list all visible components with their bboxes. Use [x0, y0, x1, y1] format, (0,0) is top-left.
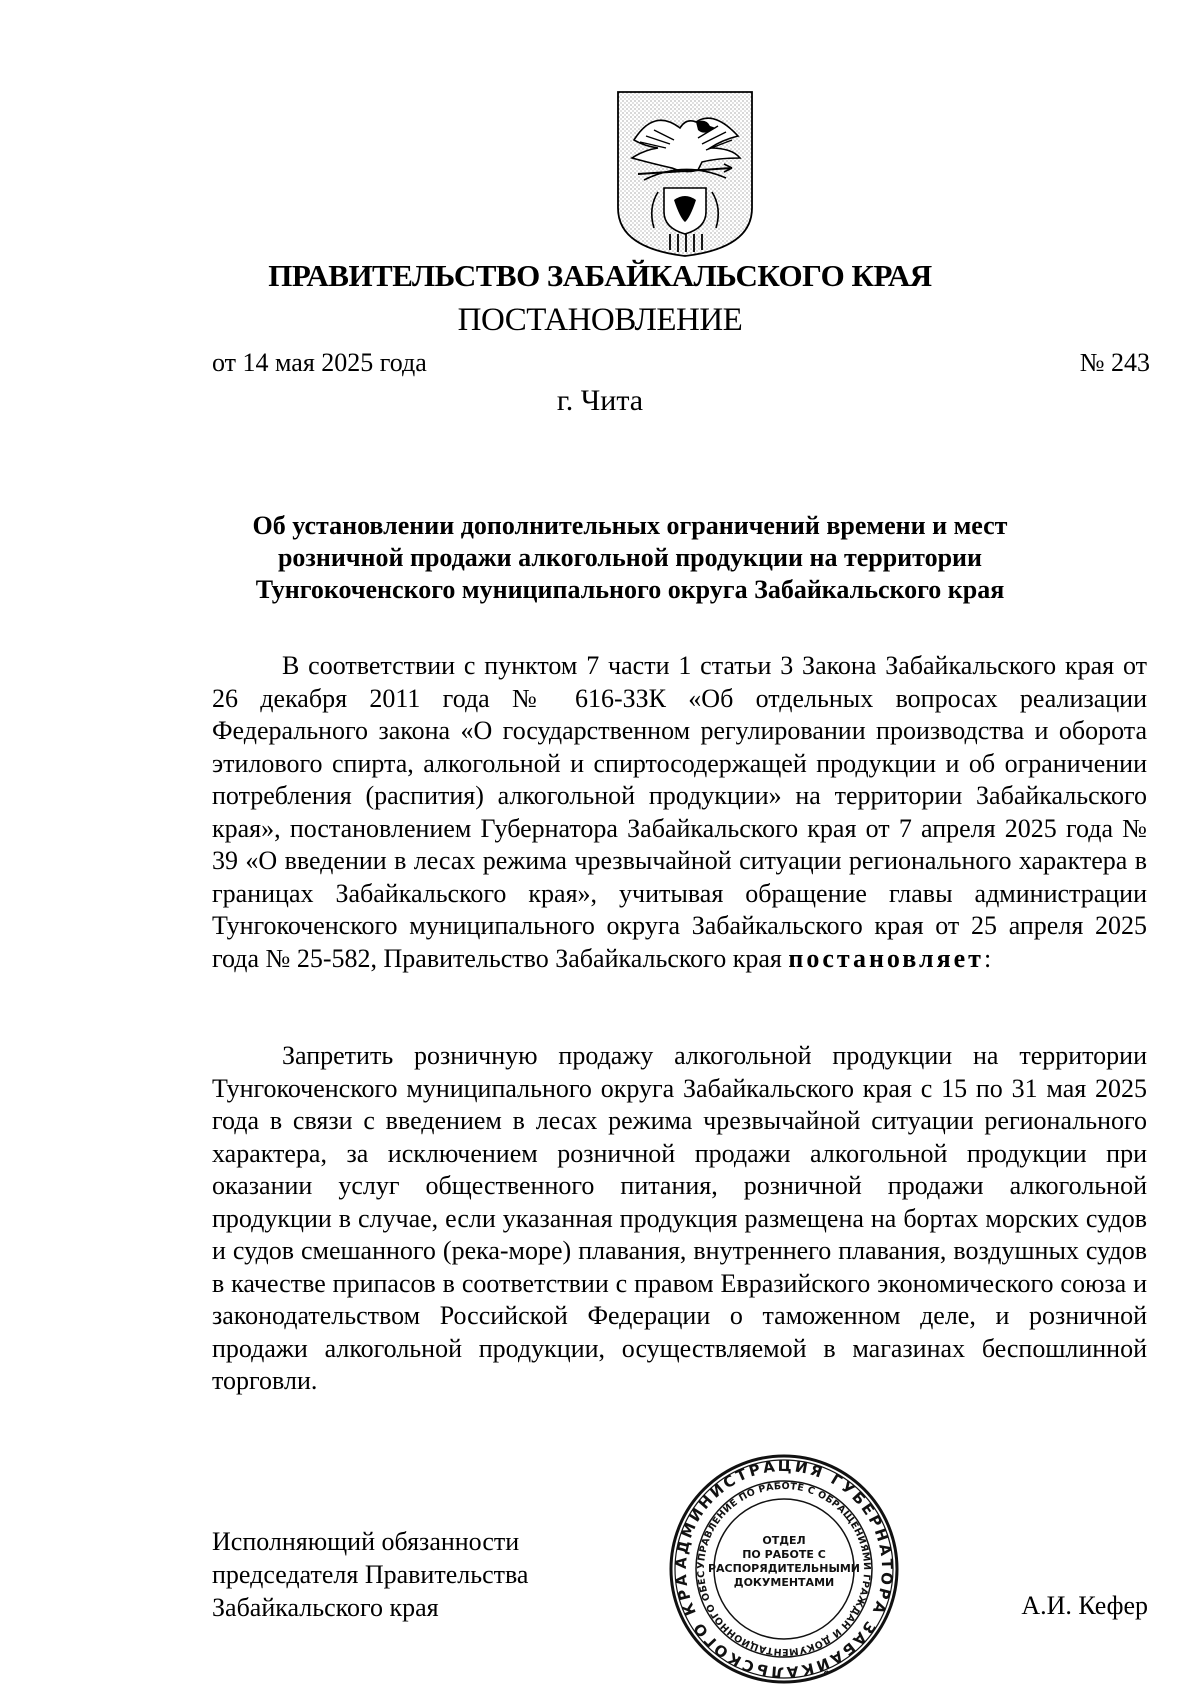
- preamble-paragraph: [212, 650, 1147, 975]
- stamp-outer-ring-text: АДМИНИСТРАЦИЯ ГУБЕРНАТОРА ЗАБАЙКАЛЬСКОГО КРА: [671, 1456, 897, 1682]
- stamp-center-text: [707, 1534, 861, 1590]
- subject-line: Об установлении дополнительных ограничений времени и мест: [252, 511, 1008, 540]
- decree-word: постановляет: [788, 943, 984, 973]
- subject-line: Тунгокоченского муниципального округа Забайкальского края: [255, 575, 1005, 604]
- stamp-center-line: ДОКУМЕНТАМИ: [733, 1576, 835, 1589]
- resolution-paragraph: Запретить розничную продажу алкогольной продукции на территории Тунгокоченского муниципального округа Забайкальского края с 15 по 31 мая 2025 года в связи с введением в лесах режима чрезвычайной ситуации регионального характера, за исключением розничной продажи алкогольной продукции при оказании услуг общественного питания, розничной продажи алкогольной продукции в случае, если указанная продукция размещена на бортах морских судов и судов смешанного (река-море) плавания, внутреннего плавания, воздушных судов в качестве припасов в соответствии с правом Евразийского экономического союза и законодательством Российской Федерации о таможенном деле, и розничной продажи алкогольной продукции, осуществляемой в магазинах беспошлинной торговли.: [212, 1041, 1147, 1395]
- document-number: № 243: [1079, 348, 1150, 377]
- document-type: ПОСТАНОВЛЕНИЕ: [457, 302, 743, 338]
- preamble-end: :: [983, 943, 992, 973]
- stamp-center-line: ПО РАБОТЕ С: [742, 1548, 826, 1561]
- document-date: от 14 мая 2025 года: [212, 348, 427, 377]
- coat-of-arms-emblem: [614, 88, 756, 260]
- signer-name: А.И. Кефер: [1021, 1591, 1148, 1620]
- official-stamp: [667, 1452, 901, 1686]
- signer-position: [212, 1525, 528, 1624]
- government-title: ПРАВИТЕЛЬСТВО ЗАБАЙКАЛЬСКОГО КРАЯ: [268, 258, 932, 293]
- signer-position-line: Забайкальского края: [212, 1593, 439, 1622]
- preamble-text: В соответствии с пунктом 7 части 1 статьи 3 Закона Забайкальского края от 26 декабря 2011 года № 616-ЗЗК «Об отдельных вопросах реализации Федерального закона «О государственном регулировании производства и оборота этилового спирта, алкогольной и спиртосодержащей продукции и об ограничении потребления (распития) алкогольной продукции» на территории Забайкальского края», постановлением Губернатора Забайкальского края от 7 апреля 2025 года № 39 «О введении в лесах режима чрезвычайной ситуации регионального характера в границах Забайкальского края», учитывая обращение главы администрации Тунгокоченского муниципального округа Забайкальского края от 25 апреля 2025 года № 25-582, Правительство Забайкальского края: [212, 651, 1147, 973]
- stamp-inner-ring-text: УПРАВЛЕНИЕ ПО РАБОТЕ С ОБРАЩЕНИЯМИ ГРАЖДАН И ДОКУМЕНТАЦИОННОГО ОБЕС: [695, 1480, 873, 1658]
- document-subject: [180, 510, 1080, 606]
- document-city: г. Чита: [556, 384, 644, 417]
- subject-line: розничной продажи алкогольной продукции на территории: [277, 543, 983, 572]
- stamp-center-line: РАСПОРЯДИТЕЛЬНЫМИ: [707, 1562, 861, 1575]
- signer-position-line: председателя Правительства: [212, 1560, 529, 1589]
- stamp-center-line: ОТДЕЛ: [762, 1534, 806, 1547]
- signer-position-line: Исполняющий обязанности: [212, 1527, 520, 1556]
